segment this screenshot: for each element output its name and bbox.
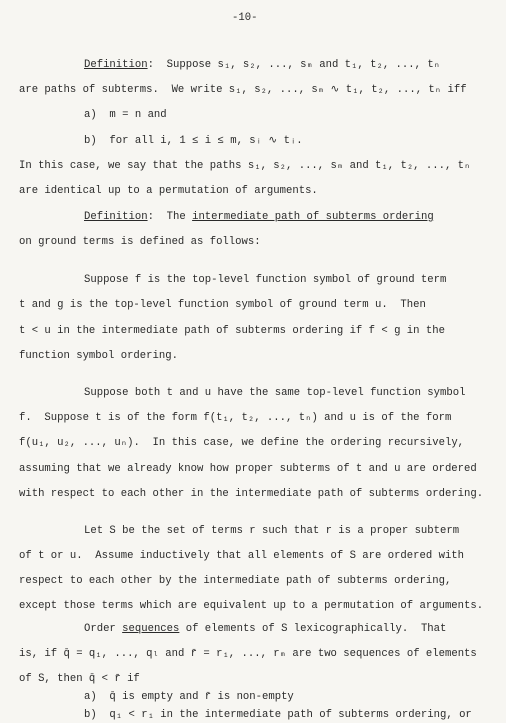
definition-1-line-2: are paths of subterms. We write s₁, s₂, ..., sₘ ∿ t₁, t₂, ..., tₙ iff — [19, 84, 467, 96]
definition-1-conclusion-1: In this case, we say that the paths s₁, s₂, ..., sₘ and t₁, t₂, ..., tₙ — [19, 160, 471, 172]
paragraph-1-line: t < u in the intermediate path of subterms ordering if f < g in the — [19, 325, 445, 337]
paragraph-2-line: f. Suppose t is of the form f(t₁, t₂, ..., tₙ) and u is of the form — [19, 412, 452, 424]
definition-1-condition-a: a) m = n and — [84, 109, 167, 121]
paragraph-2-line: Suppose both t and u have the same top-level function symbol — [84, 387, 466, 399]
defined-term: sequences — [122, 623, 180, 635]
paragraph-3-line: respect to each other by the intermediate path of subterms ordering, — [19, 575, 452, 587]
paragraph-2-line: assuming that we already know how proper subterms of t and u are ordered — [19, 463, 477, 475]
definition-1-condition-b: b) for all i, 1 ≤ i ≤ m, sᵢ ∿ tᵢ. — [84, 135, 303, 147]
definition-1-line-1: Definition: Suppose s₁, s₂, ..., sₘ and t₁, t₂, ..., tₙ — [84, 59, 441, 71]
paragraph-3-line: of t or u. Assume inductively that all elements of S are ordered with — [19, 550, 465, 562]
paragraph-4-line: is, if q̄ = q₁, ..., qₗ and r̄ = r₁, ..., rₘ are two sequences of elements — [19, 648, 477, 660]
paragraph-1-line: Suppose f is the top-level function symbol of ground term — [84, 274, 447, 286]
definition-2-line-2: on ground terms is defined as follows: — [19, 236, 261, 248]
paragraph-2-line: with respect to each other in the intermediate path of subterms ordering. — [19, 488, 484, 500]
definition-label: Definition — [84, 211, 148, 223]
paragraph-3-line: Let S be the set of terms r such that r is a proper subterm — [84, 525, 460, 537]
definition-label: Definition — [84, 59, 148, 71]
paragraph-2-line: f(u₁, u₂, ..., uₙ). In this case, we define the ordering recursively, — [19, 437, 465, 449]
paragraph-4-line-1: Order sequences of elements of S lexicographically. That — [84, 623, 447, 635]
paragraph-4-line: of S, then q̄ < r̄ if — [19, 673, 140, 685]
paragraph-3-line: except those terms which are equivalent up to a permutation of arguments. — [19, 600, 484, 612]
paragraph-4-condition-b: b) q₁ < r₁ in the intermediate path of subterms ordering, or — [84, 709, 472, 721]
paragraph-1-line: function symbol ordering. — [19, 350, 178, 362]
definition-1-conclusion-2: are identical up to a permutation of arguments. — [19, 185, 318, 197]
definition-2-line-1: Definition: The intermediate path of subterms ordering — [84, 211, 434, 223]
page-number: -10- — [232, 12, 258, 24]
paragraph-1-line: t and g is the top-level function symbol of ground term u. Then — [19, 299, 426, 311]
defined-term: intermediate path of subterms ordering — [192, 211, 434, 223]
paragraph-4-condition-a: a) q̄ is empty and r̄ is non-empty — [84, 691, 294, 703]
